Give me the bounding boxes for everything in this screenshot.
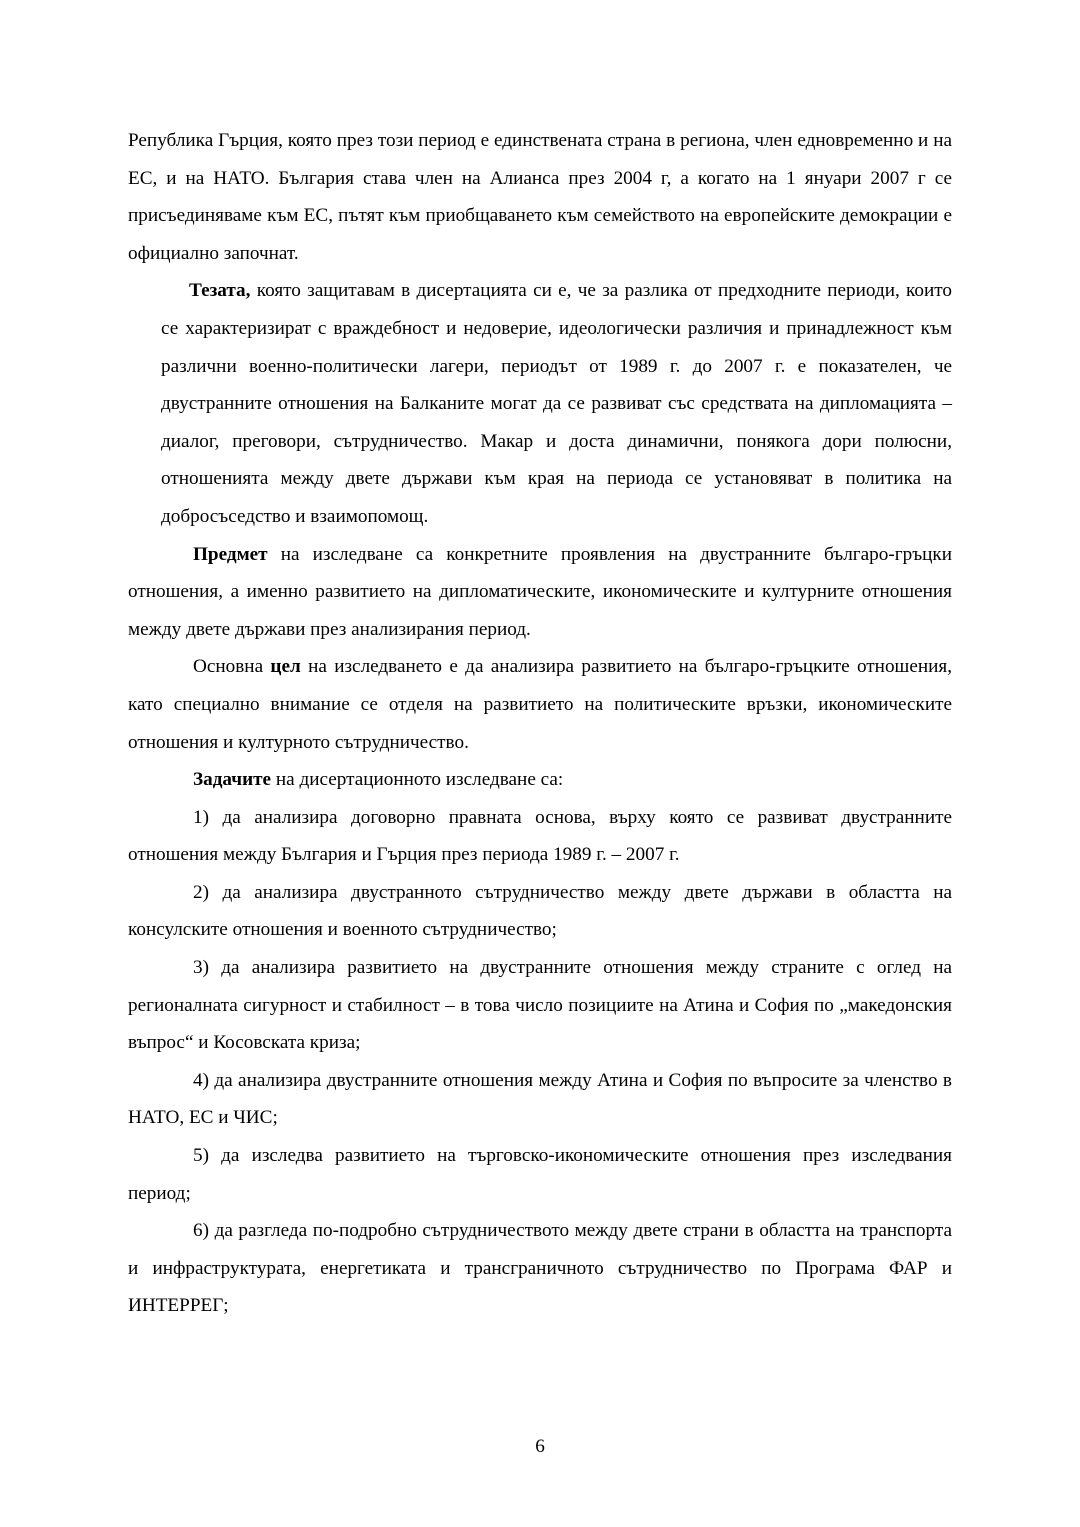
task-item-1: 1) да анализира договорно правната основа, върху която се развиват двустранните отношения между България и Гърция през периода 1989 г. – 2007 г. xyxy=(128,806,952,866)
task-item-5: 5) да изследва развитието на търговско-икономическите отношения през изследвания период; xyxy=(128,1145,952,1204)
tasks-label: Задачите xyxy=(193,769,272,791)
paragraph-intro: Република Гърция, която през този период е единствената страна в региона, член едновременно и на ЕС, и на НАТО. България става член на Алианса през 2004 г, а когато на 1 януари 2007 г се присъединяваме към ЕС, пътят към приобщаването към семейството на европейските демокрации е официално започнат. xyxy=(128,130,952,264)
task-item-2: 2) да анализира двустранното сътрудничество между двете държави в областта на консулските отношения и военното сътрудничество; xyxy=(128,881,952,941)
task-item-4: 4) да анализира двустранните отношения между Атина и София по въпросите за членство в НАТО, ЕС и ЧИС; xyxy=(128,1069,952,1129)
goal-text: на изследването е да анализира развитието на българо-гръцките отношения, като специално внимание се отделя на развитието на политическите връзки, икономическите отношения и културното сътрудничество. xyxy=(128,656,952,753)
subject-text: на изследване са конкретните проявления на двустранните българо-гръцки отношения, а именно развитието на дипломатическите, икономическите и културните отношения между двете държави през анализирания период. xyxy=(128,543,952,640)
subject-label: Предмет xyxy=(193,543,268,565)
page-number: 6 xyxy=(535,1436,545,1457)
thesis-label: Тезата, xyxy=(189,280,251,302)
paragraph-tasks-intro xyxy=(128,761,952,799)
task-item-6: 6) да разгледа по-подробно сътрудничеството между двете страни в областта на транспорта и инфраструктурата, енергетиката и трансграничното сътрудничество по Програма ФАР и ИНТЕРРЕГ; xyxy=(128,1220,952,1317)
tasks-text: на дисертационното изследване са: xyxy=(271,769,564,791)
goal-label: цел xyxy=(270,656,301,678)
thesis-text: която защитавам в дисертацията си е, че за разлика от предходните периоди, които се характеризират с враждебност и недоверие, идеологически различия и принадлежност към различни военно-политически лагери, периодът от 1989 г. до 2007 г. е показателен, че двустранните отношения на Балканите могат да се развиват със средствата на дипломацията – диалог, преговори, сътрудничество. Макар и доста динамични, понякога дори полюсни, отношенията между двете държави към края на периода се установяват в политика на добросъседство и взаимопомощ. xyxy=(161,280,952,527)
paragraph-subject xyxy=(128,536,952,649)
task-item-3: 3) да анализира развитието на двустранните отношения между страните с оглед на регионалната сигурност и стабилност – в това число позициите на Атина и София по „македонския въпрос“ и Косовската криза; xyxy=(128,957,952,1054)
paragraph-goal xyxy=(128,648,952,761)
goal-prefix: Основна xyxy=(193,656,271,678)
document-body xyxy=(128,122,952,1325)
paragraph-thesis xyxy=(128,272,952,535)
